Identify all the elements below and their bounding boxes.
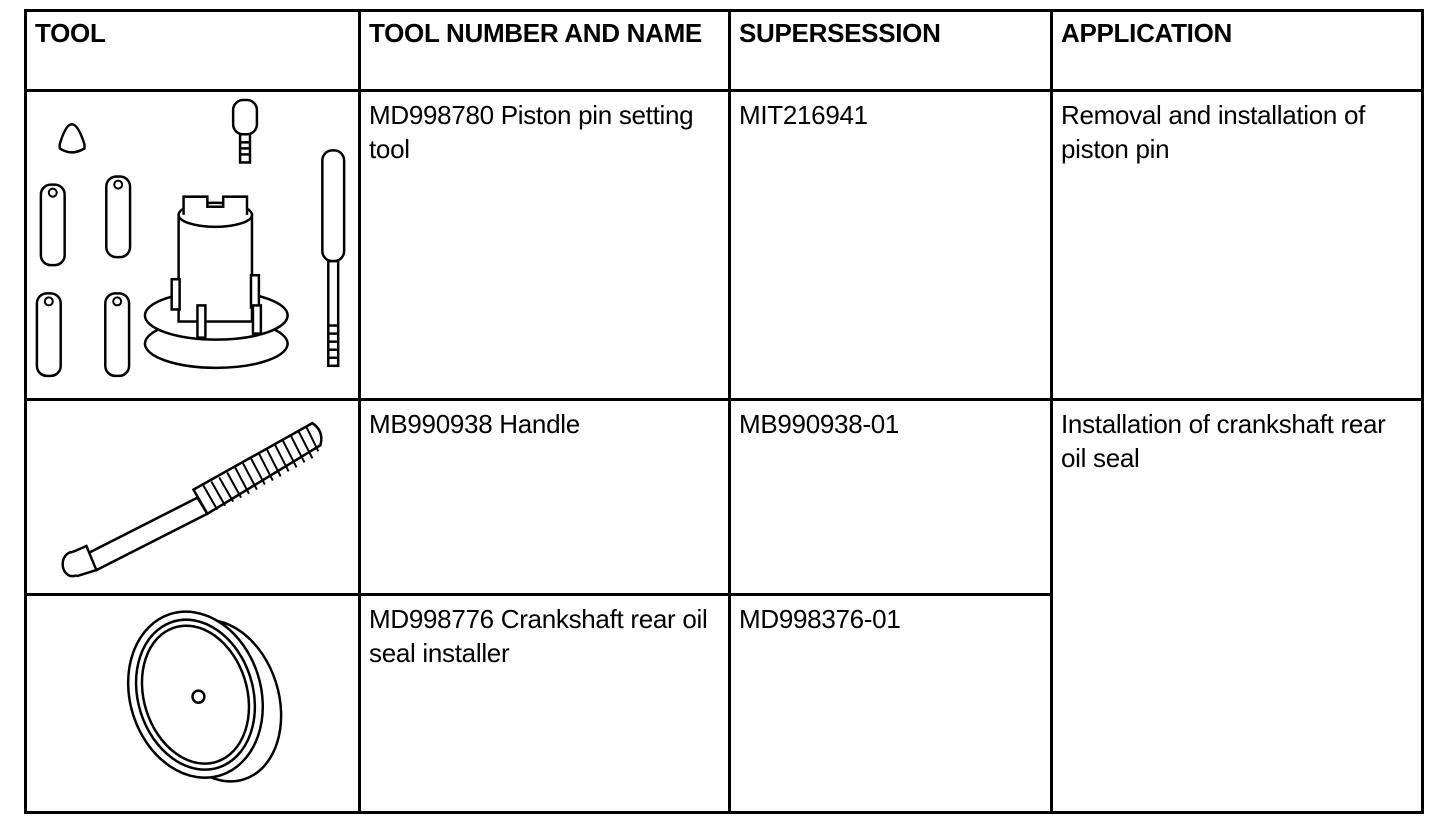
- supersession: MIT216941: [730, 91, 1052, 400]
- tool-number-and-name: MB990938 Handle: [360, 400, 730, 594]
- tool-image-cell: [26, 91, 360, 400]
- header-tool-number-and-name: TOOL NUMBER AND NAME: [360, 11, 730, 91]
- supersession: MB990938-01: [730, 400, 1052, 594]
- crankshaft-rear-oil-seal-installer-icon: [27, 596, 358, 811]
- tool-image-cell: [26, 594, 360, 812]
- table-row: [26, 91, 1423, 400]
- supersession: MD998376-01: [730, 594, 1052, 812]
- header-application: APPLICATION: [1052, 11, 1423, 91]
- header-supersession: SUPERSESSION: [730, 11, 1052, 91]
- tool-number-and-name: MD998776 Crankshaft rear oil seal installer: [360, 594, 730, 812]
- special-tools-table: [24, 9, 1424, 814]
- header-tool: TOOL: [26, 11, 360, 91]
- piston-pin-setting-tool-icon: [27, 92, 358, 398]
- handle-icon: [27, 401, 358, 592]
- tool-number-and-name: MD998780 Piston pin setting tool: [360, 91, 730, 400]
- tool-image-cell: [26, 400, 360, 594]
- application: Installation of crankshaft rear oil seal: [1052, 400, 1423, 813]
- application: Removal and installation of piston pin: [1052, 91, 1423, 400]
- table-row: [26, 400, 1423, 594]
- table-header-row: [26, 11, 1423, 91]
